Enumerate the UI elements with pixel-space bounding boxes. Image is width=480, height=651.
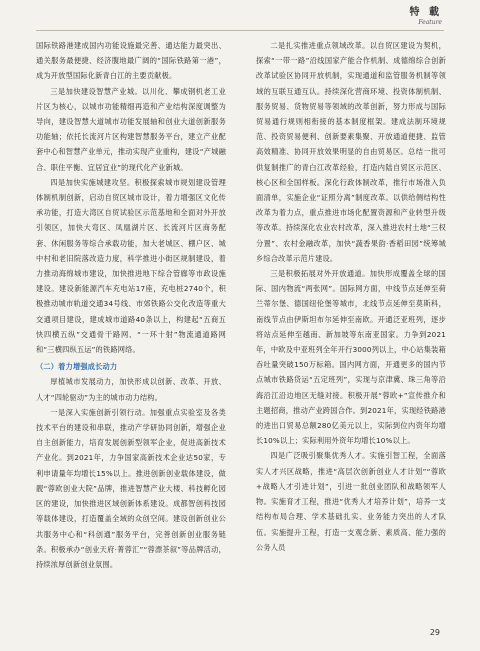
paragraph: 三是加快建设智慧产业城。以川化、攀成钢机老工业片区为核心，以城市功能精细再造和产业结构深度调整为导向，建设智慧大道城市功能发展轴和创业大道创新服务功能轴；依托长流河片区构建智慧服务平台，建立产业配套中心和智慧产业单元，推动实现产业重构，建设“产城融合、职住平衡、宜居宜业”的现代化产业新城。 [36,86,226,172]
section-title: 特 載 [409,7,442,18]
running-header [410,6,442,27]
section-subtitle: Feature [418,19,442,26]
subsection-heading: （二）着力增强成长动力 [36,362,118,372]
header-rule [36,30,444,31]
page-number: 29 [429,628,440,637]
paragraph: 厚植城市发展动力，加快形成以创新、改革、开放、人才“四轮驱动”为主的城市动力结构。 [36,377,226,402]
paragraph: 二是扎实推进重点领域改革。以自贸区建设为契机，探索“一带一路”沿线国家产能合作机制、成德绵综合创新改革试验区协同开放机制，实现通道和监管服务机制等领域的互联互通互认。持续深化营商环境、投资体制机制、服务贸易、货物贸易等领域的改革创新，努力形成与国际贸易通行规则相衔接的基本制度框架。建成法制环境规范、投资贸易便利、创新要素集聚、开放通道便捷、监管高效精准、协同开放效果明显的自由贸易区。总结一批可供复制推广的青白江改革经验，打造内陆自贸区示范区、核心区和全国样板。深化行政体制改革，推行市场准入负面清单，实施企业“证照分离”制度改革。以供给侧结构性改革为着力点，重点推进市场化配置资源和产业转型升级等改革。持续深化农业农村改革，深入推进农村土地“三权分置”、农村金融改革，加快“蔬香果韵·香稻田园”统筹城乡综合改革示范片建设。 [256,41,446,263]
left-column [36,38,226,572]
paragraph: 四是加快实施城建攻坚。积极探索城市规划建设管理体制机制创新，启动自贸区城市设计，着力增强区文化传承功能，打造大湾区自贸试验区示范基地和全面对外开放引领区，加快大弯区、凤凰湖片区、长流河片区商务配套、休闲服务等综合承载功能，加大老城区、棚户区、城中村和老旧院落改造力度，科学推进小街区规制建设，着力推动海绵城市建设，加快推进地下综合管廊等市政设施建设。建设新能源汽车充电站17座，充电桩2740个，积极推动城市轨道交通34号线、市郊铁路公交化改造等重大交通项目建设，建成城市道路40条以上，构建起“五商五快四横五纵”交通骨干路网、“一环十射”物流通道路网和“三横四纵五运”的铁路网络。 [36,177,226,355]
paragraph: 国际铁路港建成国内功能设施最完善、通达能力最突出、通关服务最便捷、经济腹地最广阔的“国际铁路第一港”，成为开放型国际化新青白江的主要贡献极。 [36,41,226,81]
paragraph: 三是积极拓展对外开放通道。加快形成覆盖全球的国际、国内物流“两张网”。国际网方面，中线节点延伸至荷兰蒂尔堡、德国纽伦堡等城市，北线节点延伸至莫斯科，南线节点由伊斯坦布尔延伸至南欧。开通泛亚班列，逐步将站点延伸至越南、新加坡等东南亚国家。力争到2021年，中欧及中亚班列全年开行3000列以上，中心站集装箱吞吐量突破150万标箱。国内网方面，开通更多的国内节点城市铁路货运“五定班列”，实现与京津冀、珠三角等沿海沿江沿边地区无缝对接。积极开展“蓉欧+”宣传推介和主题招商，推动产业跨国合作。到2021年，实现经铁路港的进出口贸易总额280亿美元以上，实际到位内资年均增长10%以上；实际利用外资年均增长10%以上。 [256,269,446,446]
right-column [256,38,446,555]
paragraph: 一是深入实施创新引领行动。加强重点实验室及各类技术平台的建设和串联，推动产学研协同创新，增强企业自主创新能力，培育发展创新型领军企业，促进高新技术产业化。到2021年，力争国家高新技术企业达50家，专利申请量年均增长15%以上。推进创新创业载体建设，做靓“蓉欧创业大院”品牌，推进智慧产业大楼、科技孵化园区的建设，加快推进区域创新体系建设。成都智创科技园等载体建设，打造覆盖全域的众创空间。建设创新创业公共服务中心和“科创通”服务平台，完善创新创业服务链条。积极承办“创业天府·菁蓉汇”“蓉漂茶叙”等品牌活动，持续浓厚创新创业氛围。 [36,407,226,569]
paragraph: 四是广泛吸引聚集优秀人才。实施引智工程，全面落实人才兴区战略，推进“高层次创新创业人才计划”“蓉欧+战略人才引进计划”，引进一批创业团队和战略领军人物。实施育才工程，推进“优秀人才培养计划”，培养一支结构布局合理、学术基础扎实、业务能力突出的人才队伍。实施提升工程，打造一支观念新、素质高、能力强的公务人员 [256,451,446,552]
